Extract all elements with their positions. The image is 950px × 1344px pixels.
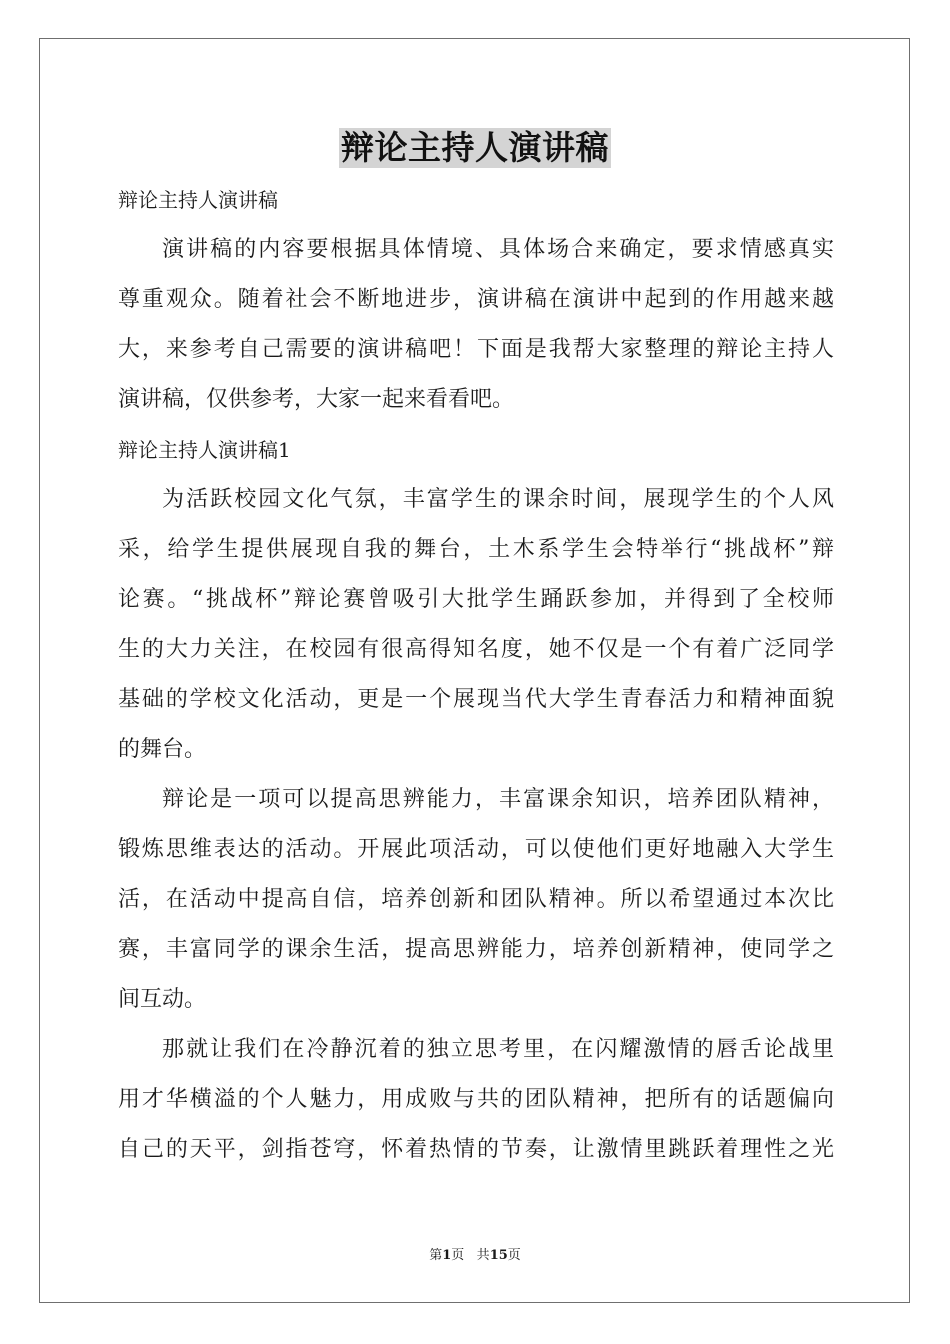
page-footer [0, 1246, 950, 1266]
total-pages: 15 [489, 1248, 508, 1263]
text-line: 演讲稿的内容要根据具体情境、具体场合来确定，要求情感真实 [162, 237, 834, 262]
total-label-suffix: 页 [507, 1248, 521, 1263]
page-number: 1 [442, 1248, 452, 1263]
text-line: 锻炼思维表达的活动。开展此项活动，可以使他们更好地融入大学生 [118, 837, 834, 862]
section-heading: 辩论主持人演讲稿1 [118, 438, 291, 462]
text-line: 生的大力关注，在校园有很高得知名度，她不仅是一个有着广泛同学 [118, 637, 834, 662]
text-line: 用才华横溢的个人魅力，用成败与共的团队精神，把所有的话题偏向 [118, 1087, 834, 1112]
document-body [118, 180, 834, 1180]
text-line: 那就让我们在冷静沉着的独立思考里，在闪耀激情的唇舌论战里 [162, 1037, 834, 1062]
text-line: 采，给学生提供展现自我的舞台，土木系学生会特举行“挑战杯”辩 [118, 537, 834, 562]
page-label-prefix: 第 [429, 1248, 443, 1263]
text-line: 为活跃校园文化气氛，丰富学生的课余时间，展现学生的个人风 [162, 487, 834, 512]
text-line: 演讲稿，仅供参考，大家一起来看看吧。 [118, 387, 515, 412]
title-container [0, 128, 950, 168]
text-line: 赛，丰富同学的课余生活，提高思辨能力，培养创新精神，使同学之 [118, 937, 834, 962]
section-heading: 辩论主持人演讲稿 [118, 188, 278, 212]
text-line: 基础的学校文化活动，更是一个展现当代大学生青春活力和精神面貌 [118, 687, 834, 712]
text-line: 的舞台。 [118, 737, 207, 762]
text-line: 论赛。“挑战杯”辩论赛曾吸引大批学生踊跃参加，并得到了全校师 [118, 587, 834, 612]
text-line: 尊重观众。随着社会不断地进步，演讲稿在演讲中起到的作用越来越 [118, 287, 834, 312]
text-line: 自己的天平，剑指苍穹，怀着热情的节奏，让激情里跳跃着理性之光 [118, 1137, 834, 1162]
page-label-suffix: 页 [451, 1248, 465, 1263]
text-line: 大，来参考自己需要的演讲稿吧！下面是我帮大家整理的辩论主持人 [118, 337, 834, 362]
document-title: 辩论主持人演讲稿 [341, 128, 609, 167]
text-line: 活，在活动中提高自信，培养创新和团队精神。所以希望通过本次比 [118, 887, 834, 912]
total-label-prefix: 共 [476, 1248, 490, 1263]
text-line: 辩论是一项可以提高思辨能力，丰富课余知识，培养团队精神， [162, 787, 834, 812]
text-line: 间互动。 [118, 987, 207, 1012]
